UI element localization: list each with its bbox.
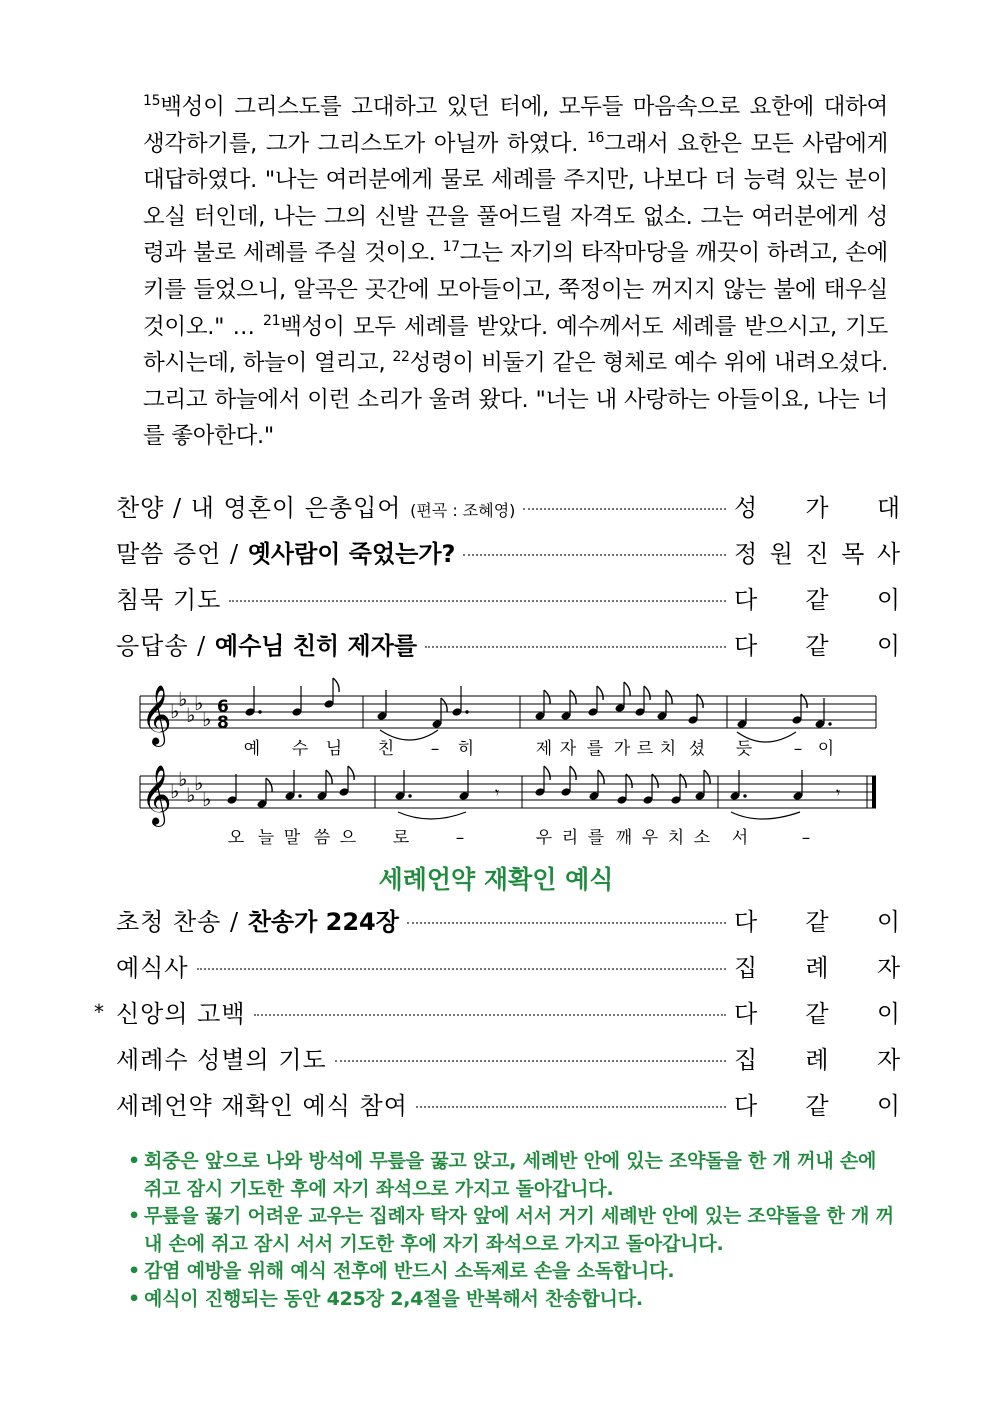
hymn-title: 찬송가 224장 (247, 908, 399, 936)
leader-dots (229, 600, 726, 602)
leader-dots (416, 1106, 726, 1108)
key-signature-flats (170, 687, 211, 811)
verse-text: 백성이 그리스도를 고대하고 있던 터에, 모두들 마음속으로 요한에 대하여 생각하기를, 그가 그리스도가 아닐까 하였다. (143, 94, 888, 157)
lyric-syllable: 치 (659, 739, 677, 759)
performer-char: 다 (734, 632, 758, 660)
treble-clef-icon: 𝄞 (141, 685, 172, 745)
performer-char: 례 (805, 1046, 829, 1074)
leader-dots (335, 1060, 726, 1062)
standing-mark: * (94, 1000, 104, 1024)
note-flag (597, 686, 603, 700)
svg-text:♭: ♭ (202, 707, 212, 731)
svg-text:♭: ♭ (194, 691, 204, 715)
lyric-syllable: – (801, 828, 811, 848)
order-item-praise (116, 488, 900, 528)
performer-char: 집 (734, 1046, 758, 1074)
lyric-syllable: 씀 (313, 828, 331, 848)
note-flag (644, 686, 650, 700)
order-performer (734, 1040, 900, 1075)
lyric-syllable: 가 (613, 739, 631, 759)
note-dot (743, 794, 746, 797)
svg-text:♭: ♭ (170, 699, 180, 723)
performer-char: 같 (805, 1000, 829, 1028)
leader-dots (197, 968, 726, 970)
performer-char: 자 (876, 1046, 900, 1074)
order-performer (734, 994, 900, 1029)
performer-char: 집 (734, 954, 758, 982)
note-flag (441, 698, 447, 712)
note-flag (624, 682, 630, 696)
verse-text: 그는 자기의 타작마당을 깨끗이 하려고, 손에 키를 들었으니, 알곡은 곳간에 모아들이고, 쭉정이는 꺼지지 않는 불에 태우실 것이오." … (143, 240, 888, 340)
instruction-notes (128, 1148, 898, 1313)
lyric-syllable: 우 (535, 828, 553, 848)
lyric-syllable: 치 (667, 828, 685, 848)
performer-char: 다 (734, 1092, 758, 1120)
performer-char: 원 (769, 540, 793, 568)
performer-char: 다 (734, 586, 758, 614)
performer-char: 례 (805, 954, 829, 982)
rest-icon: 𝄾 (495, 783, 500, 802)
performer-char: 진 (805, 540, 829, 568)
bullet: • (128, 1205, 140, 1227)
leader-dots (425, 646, 726, 648)
order-label: 세례언약 재확인 예식 참여 (116, 1092, 408, 1120)
scripture-text (143, 89, 888, 455)
lyric-syllable: 친 (377, 739, 395, 759)
verse-number: 15 (143, 93, 161, 109)
performer-char: 이 (876, 632, 900, 660)
lyric-syllable: 리 (561, 828, 579, 848)
order-performer (734, 580, 900, 615)
order-sublabel: (편곡 : 조혜영) (410, 501, 516, 520)
svg-text:♭: ♭ (178, 687, 188, 711)
performer-char: 같 (805, 908, 829, 936)
response-title: 예수님 친히 제자를 (214, 632, 418, 660)
order-performer (734, 948, 900, 983)
order-item-water-prayer (116, 1040, 900, 1080)
order-item-reaffirmation (116, 1086, 900, 1126)
note-item (128, 1203, 898, 1258)
order-item-hymn (116, 902, 900, 942)
lyric-syllable: 이 (817, 739, 835, 759)
note-dot (258, 710, 261, 713)
lyric-syllable: – (455, 828, 465, 848)
order-label: 신앙의 고백 (116, 1000, 246, 1028)
order-performer (734, 534, 900, 569)
svg-text:♭: ♭ (178, 767, 188, 791)
lyric-syllable: – (430, 739, 440, 759)
note-flag (348, 766, 354, 780)
note-text: 무릎을 꿇기 어려운 교우는 집례자 탁자 앞에 서서 거기 세례반 안에 있는 조약돌을 한 개 꺼내 손에 쥐고 잠시 서서 기도한 후에 자기 좌석으로 가지고 돌아갑니다. (144, 1205, 894, 1255)
lyric-syllable: 를 (586, 739, 604, 759)
order-performer (734, 902, 900, 937)
svg-text:♭: ♭ (186, 783, 196, 807)
note-text: 회중은 앞으로 나와 방석에 무릎을 꿇고 앉고, 세례반 안에 있는 조약돌을 한 개 꺼내 손에 쥐고 잠시 기도한 후에 자기 좌석으로 가지고 돌아갑니다. (144, 1150, 877, 1200)
performer-char: 다 (734, 1000, 758, 1028)
note-flag (544, 690, 550, 704)
performer-char: 대 (876, 494, 900, 522)
verse-text: 성령이 비둘기 같은 형체로 예수 위에 내려오셨다. 그리고 하늘에서 이런 소리가 울려 왔다. "너는 내 사랑하는 아들이요, 나는 너를 좋아한다." (143, 350, 888, 450)
performer-char: 이 (876, 586, 900, 614)
order-performer (734, 1086, 900, 1121)
order-performer (734, 626, 900, 661)
section-title: 세례언약 재확인 예식 (378, 865, 614, 894)
performer-char: 목 (841, 540, 865, 568)
leader-dots (463, 554, 726, 556)
order-item-sermon (116, 534, 900, 574)
order-item-silent-prayer (116, 580, 900, 620)
staff-2 (140, 776, 876, 808)
lyric-syllable: 히 (457, 739, 475, 759)
note-flag (266, 778, 272, 792)
performer-char: 성 (734, 494, 758, 522)
lyric-syllable: 자 (559, 739, 577, 759)
performer-char: 같 (805, 586, 829, 614)
verse-number: 16 (586, 129, 605, 146)
order-label: 예식사 (116, 954, 189, 982)
note-item (128, 1148, 898, 1203)
note-flag (333, 678, 339, 692)
time-signature-top: 6 (217, 697, 229, 717)
lyric-syllable: 를 (587, 828, 605, 848)
lyric-syllable: 오 (227, 828, 245, 848)
performer-char: 같 (805, 1092, 829, 1120)
lyric-syllable: 말 (283, 828, 301, 848)
verse-text: 백성이 모두 세례를 받았다. 예수께서도 세례를 받으시고, 기도하시는데, 하늘이 열리고, (143, 313, 888, 377)
lyric-syllable: 늘 (257, 828, 275, 848)
lyric-syllable: 듯 (735, 739, 753, 759)
note-flag (544, 766, 550, 780)
notes-line-2 (227, 766, 804, 809)
note-text: 감염 예방을 위해 예식 전후에 반드시 소독제로 손을 소독합니다. (144, 1260, 675, 1282)
order-item-creed (94, 994, 900, 1034)
performer-char: 자 (876, 954, 900, 982)
lyric-syllable: 깨 (615, 828, 633, 848)
note-item (128, 1258, 898, 1286)
performer-char: 이 (876, 908, 900, 936)
leader-dots (407, 922, 726, 924)
order-label: 찬양 / 내 영혼이 은총입어 (116, 494, 411, 522)
note-dot (465, 710, 468, 713)
note-text: 예식이 진행되는 동안 425장 2,4절을 반복해서 찬송합니다. (144, 1287, 643, 1310)
lyrics-line-1 (244, 738, 834, 759)
order-performer (734, 488, 900, 523)
notes-line-1 (245, 678, 832, 729)
bullet: • (128, 1260, 140, 1282)
performer-char: 같 (805, 632, 829, 660)
treble-clef-icon: 𝄞 (141, 765, 172, 825)
performer-char: 정 (734, 540, 758, 568)
svg-text:♭: ♭ (202, 787, 212, 811)
time-signature-bottom: 8 (217, 713, 229, 733)
order-label: 말씀 증언 / (116, 540, 248, 568)
note-flag (598, 770, 604, 784)
note-item (128, 1286, 898, 1314)
order-item-opening (116, 948, 900, 988)
note-flag (666, 690, 672, 704)
lyric-syllable: 르 (636, 739, 654, 759)
note-flag (570, 690, 576, 704)
svg-text:♭: ♭ (186, 703, 196, 727)
svg-text:♭: ♭ (170, 779, 180, 803)
bullet: • (128, 1287, 140, 1310)
lyric-syllable: 로 (392, 828, 410, 848)
svg-text:♭: ♭ (194, 771, 204, 795)
note-flag (704, 770, 710, 784)
verse-number: 17 (442, 239, 460, 256)
note-dot (408, 794, 411, 797)
lyric-syllable: 예 (243, 739, 261, 759)
lyric-syllable: 제 (535, 739, 553, 759)
scripture-passage (143, 89, 888, 455)
verse-number: 22 (392, 349, 410, 366)
order-item-response (116, 626, 900, 666)
lyric-syllable: 셨 (688, 739, 706, 759)
order-label: 초청 찬송 / (116, 908, 248, 936)
note-flag (570, 766, 576, 780)
performer-char: 다 (734, 908, 758, 936)
lyric-syllable: 으 (339, 828, 357, 848)
performer-char: 이 (876, 1000, 900, 1028)
lyric-syllable: 서 (731, 828, 749, 848)
performer-char: 사 (876, 540, 900, 568)
performer-char: 가 (805, 494, 829, 522)
verse-number: 21 (263, 312, 281, 329)
lyric-syllable: – (793, 739, 803, 759)
rest-icon: 𝄾 (836, 783, 841, 802)
order-label: 침묵 기도 (116, 586, 222, 614)
lyrics-line-2 (228, 827, 810, 848)
lyric-syllable: 우 (641, 828, 659, 848)
lyric-syllable: 수 (291, 739, 309, 759)
lyric-syllable: 소 (693, 828, 711, 848)
lyric-syllable: 님 (325, 739, 343, 759)
note-flag (326, 770, 332, 784)
sermon-title: 옛사람이 죽었는가? (247, 540, 456, 568)
verse-text: 그래서 요한은 모든 사람에게 대답하였다. "나는 여러분에게 물로 세례를 주지만, 나보다 더 능력 있는 분이 오실 터인데, 나는 그의 신발 끈을 풀어드릴 자격도 없소. 그는 여러분에게 성령과 불로 세례를 주실 것이오. (143, 130, 889, 267)
order-label: 세례수 성별의 기도 (116, 1046, 327, 1074)
music-score (0, 670, 992, 860)
note-dot (298, 794, 301, 797)
note-dot (828, 722, 831, 725)
leader-dots (523, 508, 726, 510)
performer-char: 이 (876, 1092, 900, 1120)
bullet: • (128, 1150, 140, 1172)
order-label: 응답송 / (116, 632, 215, 660)
leader-dots (254, 1014, 726, 1016)
